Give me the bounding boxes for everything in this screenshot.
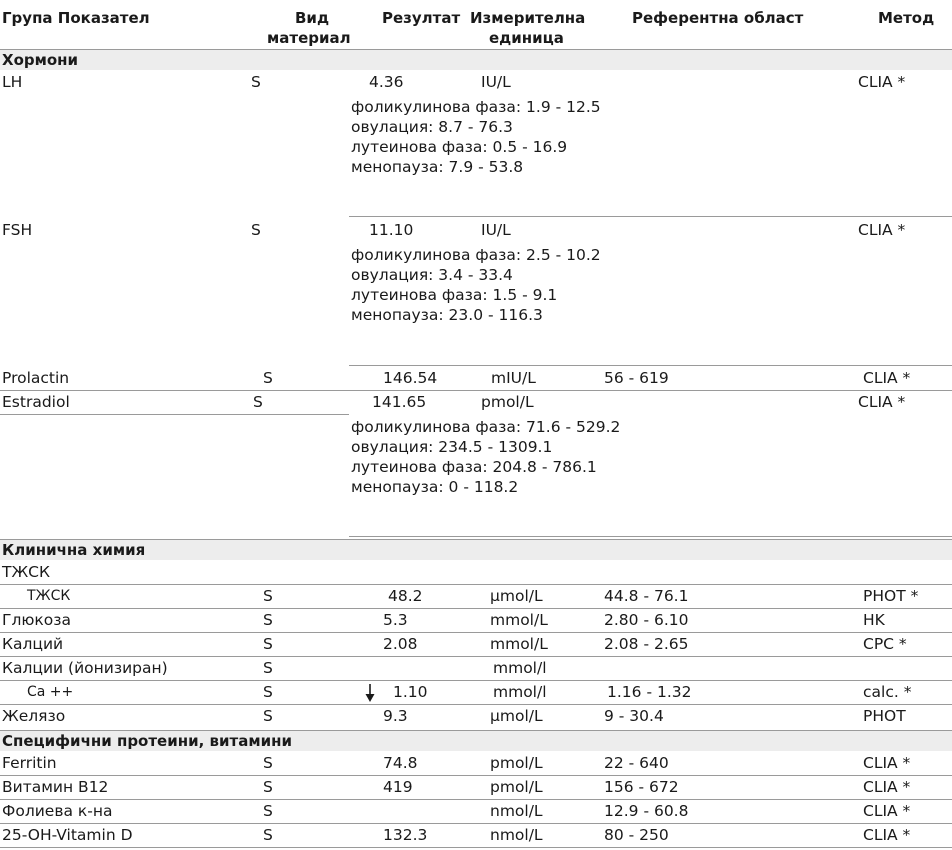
divider	[349, 365, 952, 366]
method: HK	[863, 611, 885, 629]
table-row-vitamin-b12	[0, 776, 952, 799]
reference-line: менопауза: 0 - 118.2	[351, 478, 519, 496]
reference-range: 44.8 - 76.1	[604, 587, 689, 605]
unit: nmol/L	[490, 802, 543, 820]
table-row-calcium	[0, 633, 952, 656]
result-value: 9.3	[383, 707, 408, 725]
material: S	[253, 393, 263, 411]
material: S	[263, 683, 273, 701]
reference-line: фоликулинова фаза: 1.9 - 12.5	[351, 98, 601, 116]
unit: IU/L	[481, 73, 511, 91]
divider	[349, 216, 952, 217]
reference-line: овулация: 8.7 - 76.3	[351, 118, 513, 136]
material: S	[251, 73, 261, 91]
indicator-name: Желязо	[2, 707, 66, 725]
indicator-name: Калций	[2, 635, 64, 653]
indicator-name: FSH	[2, 221, 33, 239]
reference-line: менопауза: 7.9 - 53.8	[351, 158, 524, 176]
unit: IU/L	[481, 221, 511, 239]
material: S	[263, 611, 273, 629]
reference-line: овулация: 3.4 - 33.4	[351, 266, 513, 284]
indicator-name: Estradiol	[2, 393, 70, 411]
result-value: 146.54	[383, 369, 438, 387]
reference-range: 9 - 30.4	[604, 707, 664, 725]
result-value: 5.3	[383, 611, 408, 629]
unit: mmol/L	[490, 611, 548, 629]
result-value: 4.36	[369, 73, 404, 91]
section-title: Специфични протеини, витамини	[2, 732, 293, 750]
material: S	[263, 754, 273, 772]
group-name: ТЖСК	[2, 563, 50, 581]
header-material-2: материал	[267, 29, 351, 47]
result-value: 132.3	[383, 826, 428, 844]
table-row-folate	[0, 800, 952, 823]
reference-range: 2.08 - 2.65	[604, 635, 689, 653]
reference-range: 56 - 619	[604, 369, 669, 387]
indicator-name: ТЖСК	[27, 588, 71, 604]
unit: pmol/L	[481, 393, 534, 411]
section-hormones	[0, 49, 952, 70]
down-arrow-icon	[364, 683, 376, 703]
indicator-name: Prolactin	[2, 369, 70, 387]
reference-line: лутеинова фаза: 204.8 - 786.1	[351, 458, 597, 476]
method: CLIA *	[863, 778, 911, 796]
divider	[0, 414, 349, 415]
material: S	[263, 707, 273, 725]
reference-range: 156 - 672	[604, 778, 679, 796]
table-row-prolactin	[0, 367, 952, 390]
method: PHOT *	[863, 587, 919, 605]
method: CLIA *	[858, 221, 906, 239]
unit: mIU/L	[491, 369, 536, 387]
method: calc. *	[863, 683, 912, 701]
table-row-ferritin	[0, 752, 952, 775]
reference-range: 22 - 640	[604, 754, 669, 772]
table-row-group-tzhsk	[0, 561, 952, 584]
reference-range: 2.80 - 6.10	[604, 611, 689, 629]
method: CLIA *	[863, 754, 911, 772]
reference-line: овулация: 234.5 - 1309.1	[351, 438, 553, 456]
result-value: 141.65	[372, 393, 427, 411]
unit: mmol/l	[493, 659, 547, 677]
material: S	[263, 826, 273, 844]
unit: nmol/L	[490, 826, 543, 844]
material: S	[263, 659, 273, 677]
header-group-indicator: Група Показател	[2, 9, 150, 27]
indicator-name: Фолиева к-на	[2, 802, 113, 820]
reference-line: фоликулинова фаза: 71.6 - 529.2	[351, 418, 621, 436]
indicator-name: Глюкоза	[2, 611, 71, 629]
divider	[0, 847, 952, 848]
reference-line: лутеинова фаза: 1.5 - 9.1	[351, 286, 558, 304]
result-value: 48.2	[388, 587, 423, 605]
material: S	[263, 587, 273, 605]
table-row-glucose	[0, 609, 952, 632]
method: PHOT	[863, 707, 906, 725]
indicator-name: Калции (йонизиран)	[2, 659, 168, 677]
indicator-name: LH	[2, 73, 23, 91]
material: S	[263, 369, 273, 387]
method: CPC *	[863, 635, 907, 653]
table-row-fsh	[0, 219, 952, 242]
result-value: 1.10	[393, 683, 428, 701]
header-reference: Референтна област	[632, 9, 804, 27]
section-title: Клинична химия	[2, 541, 146, 559]
unit: pmol/L	[490, 778, 543, 796]
method: CLIA *	[858, 393, 906, 411]
indicator-name: 25-OH-Vitamin D	[2, 826, 133, 844]
result-value: 2.08	[383, 635, 418, 653]
table-row-tzhsk	[0, 585, 952, 608]
indicator-name: Ca ++	[27, 684, 74, 700]
header-method: Метод	[878, 9, 935, 27]
divider	[349, 536, 952, 537]
unit: mmol/L	[490, 635, 548, 653]
table-row-iron	[0, 705, 952, 728]
method: CLIA *	[863, 802, 911, 820]
table-row-ca	[0, 681, 952, 704]
result-value: 419	[383, 778, 413, 796]
header-material-1: Вид	[295, 9, 330, 27]
table-row-estradiol	[0, 391, 952, 414]
material: S	[263, 802, 273, 820]
reference-line: фоликулинова фаза: 2.5 - 10.2	[351, 246, 601, 264]
method: CLIA *	[863, 369, 911, 387]
unit: µmol/L	[490, 707, 543, 725]
header-unit-2: единица	[489, 29, 564, 47]
indicator-name: Витамин B12	[2, 778, 109, 796]
material: S	[263, 778, 273, 796]
unit: mmol/l	[493, 683, 547, 701]
method: CLIA *	[863, 826, 911, 844]
unit: µmol/L	[490, 587, 543, 605]
reference-range: 1.16 - 1.32	[607, 683, 692, 701]
reference-line: менопауза: 23.0 - 116.3	[351, 306, 543, 324]
material: S	[263, 635, 273, 653]
material: S	[251, 221, 261, 239]
method: CLIA *	[858, 73, 906, 91]
reference-range: 12.9 - 60.8	[604, 802, 689, 820]
reference-line: лутеинова фаза: 0.5 - 16.9	[351, 138, 568, 156]
reference-range: 80 - 250	[604, 826, 669, 844]
section-clinical-chemistry	[0, 539, 952, 560]
header-unit-1: Измерителна	[470, 9, 586, 27]
indicator-name: Ferritin	[2, 754, 57, 772]
section-proteins-vitamins	[0, 730, 952, 751]
table-row-calcium-ionized	[0, 657, 952, 680]
unit: pmol/L	[490, 754, 543, 772]
section-title: Хормони	[2, 51, 79, 69]
header-result: Резултат	[382, 9, 461, 27]
table-row-lh	[0, 71, 952, 94]
result-value: 74.8	[383, 754, 418, 772]
result-value: 11.10	[369, 221, 414, 239]
table-row-vitamin-d	[0, 824, 952, 847]
